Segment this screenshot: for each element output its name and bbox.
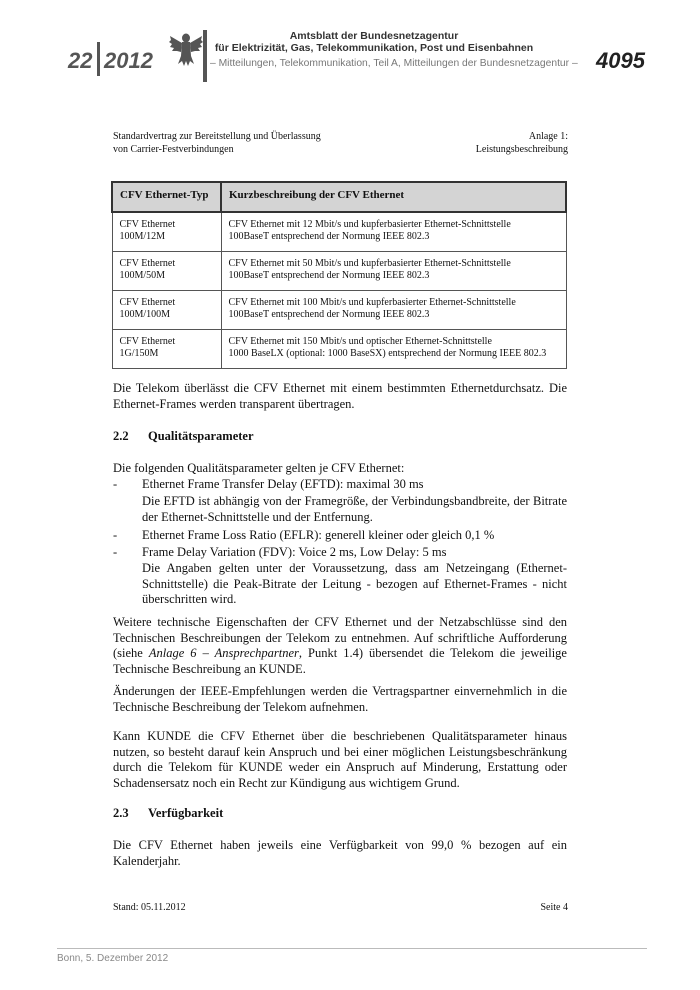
issue-year: 2012 <box>104 48 153 73</box>
bullet-text: Frame Delay Variation (FDV): Voice 2 ms, Low Delay: 5 ms <box>142 545 447 559</box>
table-row <box>112 252 566 291</box>
header-bar <box>203 30 207 82</box>
table-cell-type: CFV Ethernet 1G/150M <box>112 330 221 369</box>
gazette-section: – Mitteilungen, Telekommunikation, Teil A, Mitteilungen der Bundesnetzagentur – <box>210 58 578 69</box>
tech-paragraph: Weitere technische Eigenschaften der CFV Ethernet und der Netzabschlüsse sind den Technischen Beschreibungen der Telekom zu entnehmen. Auf schriftliche Aufforderung (siehe Anlage 6 – Ansprechpartner, Punkt 1.4) übersendet die Telekom die jeweilige Technische Beschreibung an KUNDE. <box>113 615 567 676</box>
section-heading-2-3 <box>113 806 223 821</box>
annex-reference: Anlage 6 – Ansprechpartner <box>148 646 299 660</box>
table-header-description: Kurzbeschreibung der CFV Ethernet <box>221 182 566 212</box>
table-row <box>112 291 566 330</box>
issue-number: 22 <box>68 48 93 73</box>
gazette-subtitle: für Elektrizität, Gas, Telekommunikation, Post und Eisenbahnen <box>214 42 534 54</box>
availability-paragraph: Die CFV Ethernet haben jeweils eine Verfügbarkeit von 99,0 % bezogen auf ein Kalenderjahr. <box>113 838 567 868</box>
table-cell-description: CFV Ethernet mit 50 Mbit/s und kupferbasierter Ethernet-Schnittstelle 100BaseT entsprechend der Normung IEEE 802.3 <box>221 252 566 291</box>
annex-line1: Anlage 1: <box>528 131 568 142</box>
table-cell-description: CFV Ethernet mit 100 Mbit/s und kupferbasierter Ethernet-Schnittstelle 100BaseT entsprechend der Normung IEEE 802.3 <box>221 291 566 330</box>
federal-eagle-icon <box>168 28 204 68</box>
footer-divider <box>57 948 647 949</box>
ieee-paragraph: Änderungen der IEEE-Empfehlungen werden die Vertragspartner einvernehmlich in die Technische Beschreibung der Telekom aufnehmen. <box>113 684 567 714</box>
bullet-dash: - <box>113 477 118 491</box>
contract-title-line2: von Carrier-Festverbindungen <box>113 144 234 155</box>
table-cell-description: CFV Ethernet mit 150 Mbit/s und optischer Ethernet-Schnittstelle 1000 BaseLX (optional: 1000 BaseSX) entsprechend der Normung IEEE 802.3 <box>221 330 566 369</box>
quality-intro: Die folgenden Qualitätsparameter gelten je CFV Ethernet: <box>113 461 405 475</box>
table-header-row <box>112 182 566 212</box>
table-row <box>112 212 566 252</box>
bullet-text: Ethernet Frame Loss Ratio (EFLR): generell kleiner oder gleich 0,1 % <box>142 528 495 542</box>
publication-date: Bonn, 5. Dezember 2012 <box>57 953 169 964</box>
table-cell-type: CFV Ethernet 100M/100M <box>112 291 221 330</box>
section-number: 2.2 <box>113 429 129 443</box>
annex-line2: Leistungsbeschreibung <box>475 144 568 155</box>
section-number: 2.3 <box>113 806 129 820</box>
contract-title <box>113 130 321 156</box>
annex-label <box>430 130 568 156</box>
ethernet-types-table <box>111 181 567 369</box>
section-title: Verfügbarkeit <box>148 806 224 820</box>
table-row <box>112 330 566 369</box>
gazette-title: Amtsblatt der Bundesnetzagentur <box>289 30 459 42</box>
section-title: Qualitätsparameter <box>148 429 254 443</box>
bullet-dash: - <box>113 528 118 542</box>
document-stand: Stand: 05.11.2012 <box>113 902 186 913</box>
table-cell-type: CFV Ethernet 100M/50M <box>112 252 221 291</box>
intro-paragraph: Die Telekom überlässt die CFV Ethernet mit einem bestimmten Ethernetdurchsatz. Die Ethernet-Frames werden transparent übertragen. <box>113 381 567 411</box>
fdv-note: Die Angaben gelten unter der Voraussetzung, dass am Netzeingang (Ethernet-Schnittstelle) die Peak-Bitrate der Leitung - bezogen auf Ethernet-Frames - nicht überschritten wird. <box>142 561 567 606</box>
table-cell-description: CFV Ethernet mit 12 Mbit/s und kupferbasierter Ethernet-Schnittstelle 100BaseT entsprechend der Normung IEEE 802.3 <box>221 212 566 252</box>
page-number: 4095 <box>596 48 645 73</box>
eftd-note: Die EFTD ist abhängig von der Framegröße, der Verbindungsbandbreite, der Bitrate der Ethernet-Schnittstelle und der Entfernung. <box>142 494 567 524</box>
bullet-text: Ethernet Frame Transfer Delay (EFTD): maximal 30 ms <box>142 477 424 491</box>
usage-paragraph: Kann KUNDE die CFV Ethernet über die beschriebenen Qualitätsparameter hinaus nutzen, so besteht darauf kein Anspruch und bei einer möglichen Leistungsbeschränkung durch die Telekom für KUNDE weder ein Anspruch auf Minderung, Erstattung oder Schadensersatz noch ein Recht zur Kündigung aus wichtigem Grund. <box>113 729 567 790</box>
contract-title-line1: Standardvertrag zur Bereitstellung und Überlassung <box>113 131 321 142</box>
section-heading-2-2 <box>113 429 254 444</box>
document-page: Seite 4 <box>540 902 568 913</box>
bullet-dash: - <box>113 545 118 559</box>
table-cell-type: CFV Ethernet 100M/12M <box>112 212 221 252</box>
header-separator <box>97 42 100 76</box>
table-header-type: CFV Ethernet-Typ <box>112 182 221 212</box>
